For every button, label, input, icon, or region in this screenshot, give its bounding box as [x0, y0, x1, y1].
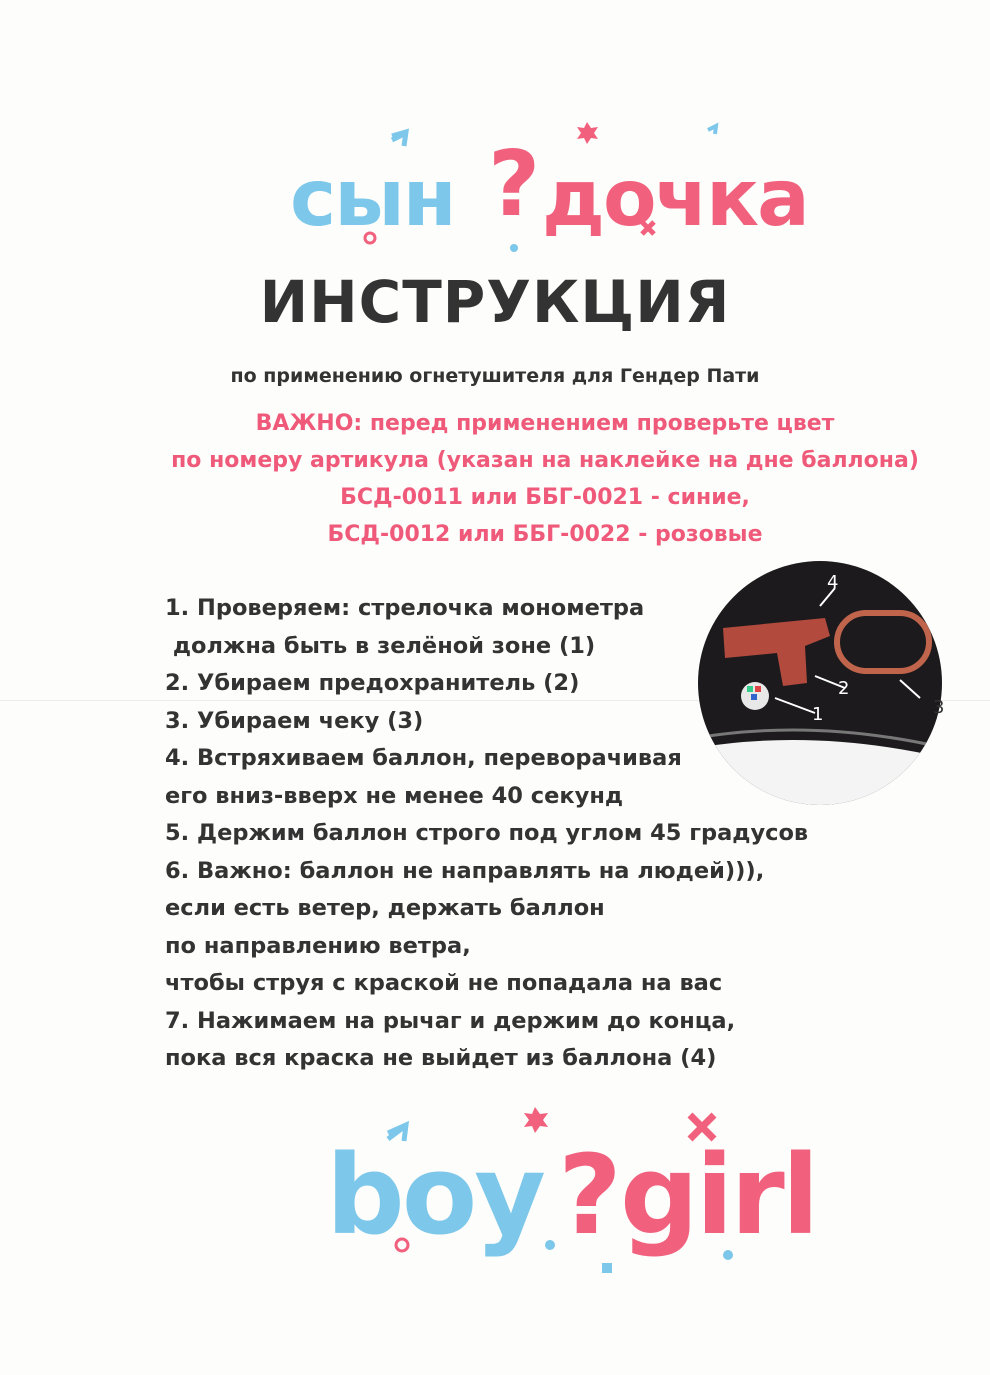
warning-line: БСД-0012 или ББГ-0022 - розовые [327, 522, 763, 547]
logo-son-daughter [280, 118, 810, 258]
photo-label-1: 1 [812, 704, 824, 725]
step-line: чтобы струя с краской не попадала на вас [165, 970, 723, 996]
step-line: по направлению ветра, [165, 932, 471, 959]
step-line: 6. Важно: баллон не направлять на людей))), [165, 857, 765, 884]
warning-block [140, 405, 950, 553]
logo-bottom-right-word: girl [620, 1131, 817, 1259]
logo-top-left-word: сын [290, 154, 455, 244]
photo-label-4: 4 [827, 572, 839, 593]
step-line: должна быть в зелёной зоне (1) [165, 632, 596, 659]
logo-bottom-left-word: boy [326, 1131, 544, 1259]
step-line: пока вся краска не выйдет из баллона (4) [165, 1045, 717, 1071]
step-line: 2. Убираем предохранитель (2) [165, 670, 580, 696]
warning-line: БСД-0011 или ББГ-0021 - синие, [340, 485, 750, 510]
warning-line: ВАЖНО: перед применением проверьте цвет [255, 411, 835, 436]
logo-bottom-question: ? [558, 1131, 619, 1259]
logo-top-right-word: дочка [542, 154, 808, 244]
step-line: его вниз-вверх не менее 40 секунд [165, 782, 624, 809]
page-title: ИНСТРУКЦИЯ [259, 268, 731, 336]
step-line: 1. Проверяем: стрелочка монометра [165, 595, 645, 621]
extinguisher-photo-icon [695, 558, 945, 808]
page-subtitle: по применению огнетушителя для Гендер Пати [230, 365, 760, 387]
photo-label-2: 2 [838, 678, 850, 699]
extinguisher-photo [695, 558, 945, 808]
warning-line: по номеру артикула (указан на наклейке на дне баллона) [171, 448, 919, 473]
step-line: 4. Встряхиваем баллон, переворачивая [165, 745, 682, 771]
photo-label-3: 3 [933, 697, 945, 718]
logo-top-question: ? [488, 132, 539, 237]
step-line: 5. Держим баллон строго под углом 45 градусов [165, 820, 809, 846]
step-line: 3. Убираем чеку (3) [165, 707, 424, 734]
logo-boy-girl [310, 1095, 830, 1275]
step-line: если есть ветер, держать баллон [165, 895, 605, 921]
step-line: 7. Нажимаем на рычаг и держим до конца, [165, 1007, 736, 1034]
